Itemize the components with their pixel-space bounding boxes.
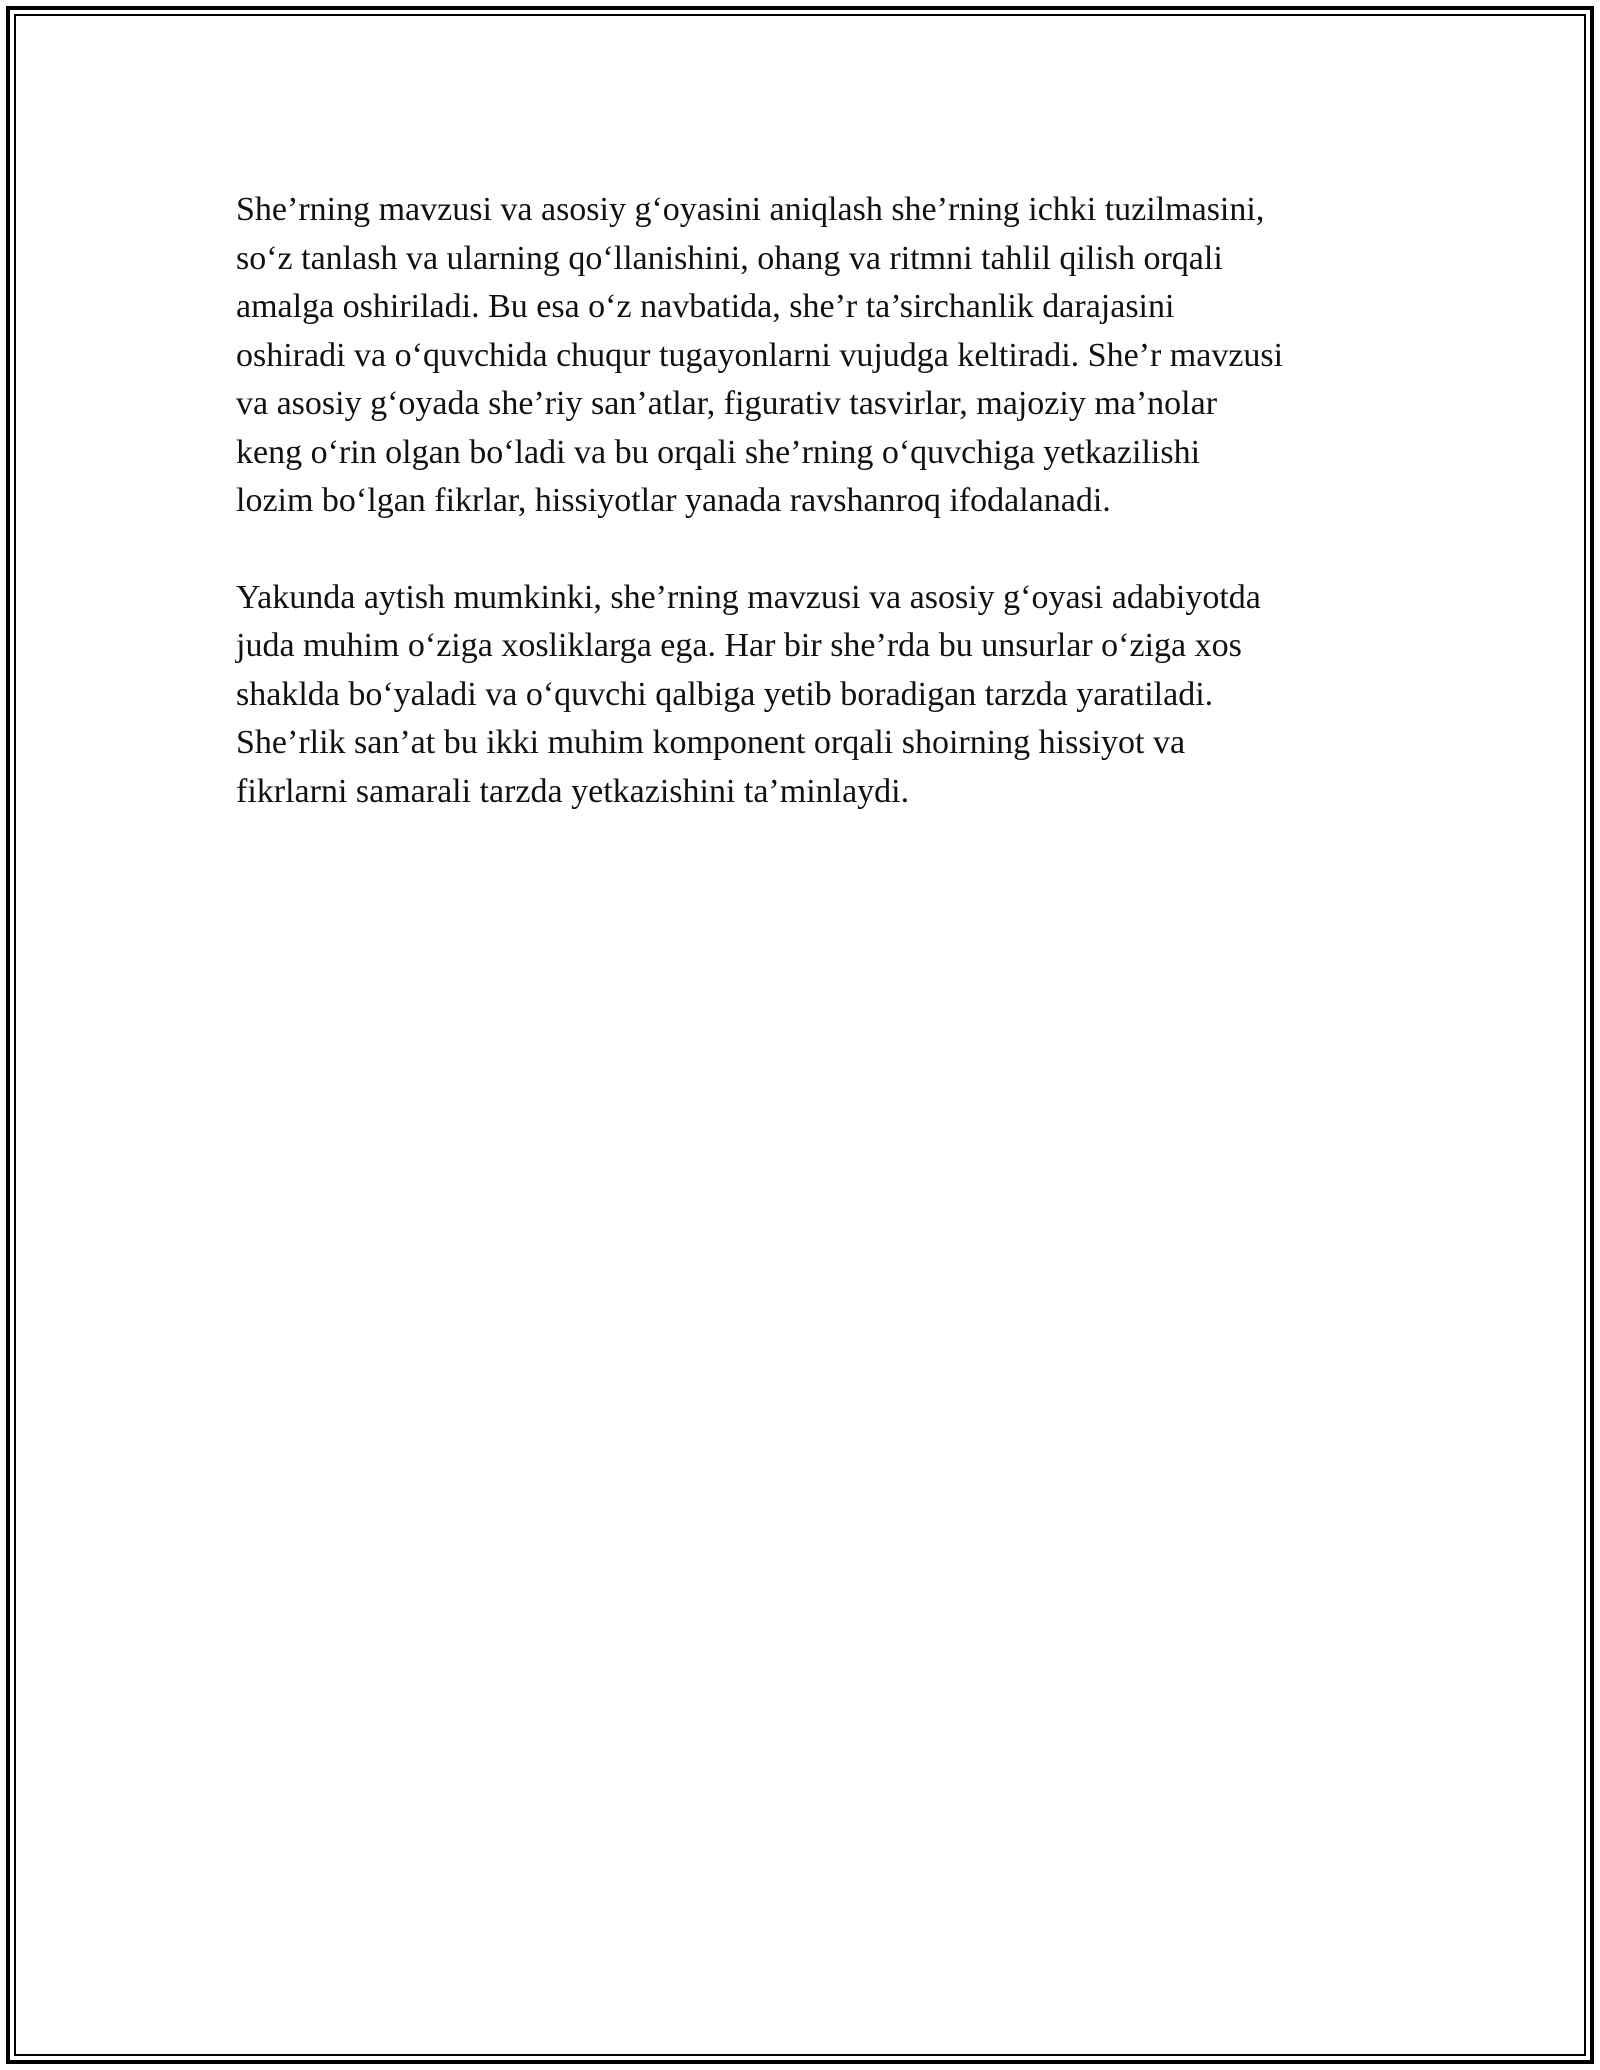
text-line: keng o‘rin olgan bo‘ladi va bu orqali she’rning o‘quvchiga yetkazilishi [236,433,1201,471]
text-line: juda muhim o‘ziga xosliklarga ega. Har bir she’rda bu unsurlar o‘ziga xos [236,627,1242,664]
text-line: Yakunda aytish mumkinki, she’rning mavzusi va asosiy g‘oyasi adabiyotda [236,578,1261,616]
text-line: She’rlik san’at bu ikki muhim komponent orqali shoirning hissiyot va [236,724,1186,761]
paragraph-2 [236,574,1396,817]
document-body [236,186,1396,864]
text-line: shaklda bo‘yaladi va o‘quvchi qalbiga yetib boradigan tarzda yaratiladi. [236,675,1214,713]
text-line: lozim bo‘lgan fikrlar, hissiyotlar yanada ravshanroq ifodalanadi. [236,482,1111,519]
text-line: fikrlarni samarali tarzda yetkazishini ta’minlaydi. [236,772,910,810]
text-line: oshiradi va o‘quvchida chuqur tugayonlarni vujudga keltiradi. She’r mavzusi [236,336,1284,374]
paragraph-1 [236,186,1396,526]
text-line: va asosiy g‘oyada she’riy san’atlar, figurativ tasvirlar, majoziy ma’nolar [236,385,1218,422]
text-line: so‘z tanlash va ularning qo‘llanishini, ohang va ritmni tahlil qilish orqali [236,239,1223,277]
text-line: amalga oshiriladi. Bu esa o‘z navbatida, she’r ta’sirchanlik darajasini [236,288,1175,325]
text-line: She’rning mavzusi va asosiy g‘oyasini aniqlash she’rning ichki tuzilmasini, [236,191,1265,228]
